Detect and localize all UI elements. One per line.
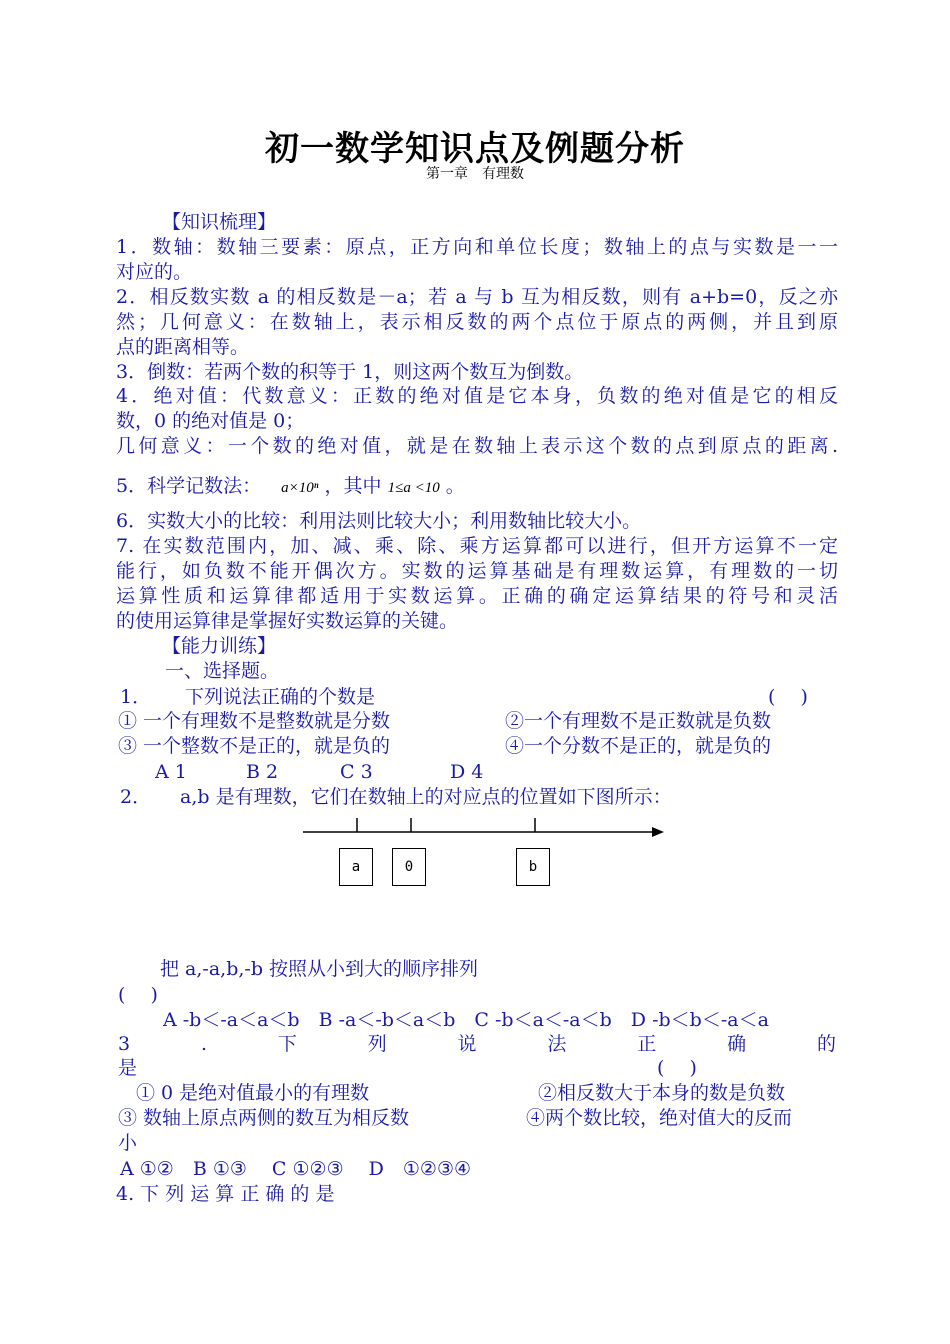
number-line <box>300 812 670 842</box>
q3-word: . <box>200 1033 207 1055</box>
q4-stem: 4. 下 列 运 算 正 确 的 是 <box>116 1183 335 1205</box>
q1-text: 下列说法正确的个数是 <box>185 686 376 708</box>
q3-option-3: ③ 数轴上原点两侧的数互为相反数 <box>118 1107 410 1129</box>
knowledge-heading: 【知识梳理】 <box>162 211 277 233</box>
knowledge-7-line-4: 的使用运算律是掌握好实数运算的关键。 <box>116 610 459 632</box>
knowledge-4-line-3: 几何意义：一个数的绝对值，就是在数轴上表示这个数的点到原点的距离. <box>116 435 838 457</box>
q1-option-4: ④一个分数不是正的，就是负的 <box>505 735 772 757</box>
knowledge-3: 3．倒数：若两个数的积等于 1，则这两个数互为倒数。 <box>116 361 584 383</box>
knowledge-2-line-3: 点的距离相等。 <box>116 336 250 358</box>
knowledge-5 <box>116 474 465 501</box>
q3-option-4: ④两个数比较，绝对值大的反而 <box>526 1107 793 1129</box>
sci-notation-range: 1≤a <10 <box>387 480 440 496</box>
q3-stem-line-2: 是 <box>118 1057 138 1079</box>
number-line-label-zero: 0 <box>392 848 426 886</box>
q1-answer-paren: ( ) <box>768 686 808 708</box>
q2-choices: A -b＜-a＜a＜b B -a＜-b＜a＜b C -b＜a＜-a＜b D -b＜b＜-a＜a <box>163 1009 769 1031</box>
knowledge-4-line-1: 4．绝对值：代数意义：正数的绝对值是它本身，负数的绝对值是它的相反 <box>116 385 838 407</box>
q2-sort-instruction: 把 a,-a,b,-b 按照从小到大的顺序排列 <box>160 958 479 980</box>
q3-word: 正 <box>637 1033 657 1055</box>
knowledge-1-line-1: 1．数轴：数轴三要素：原点，正方向和单位长度；数轴上的点与实数是一一 <box>116 236 838 258</box>
q1-option-1: ① 一个有理数不是整数就是分数 <box>118 710 391 732</box>
number-line-label-b: b <box>516 848 550 886</box>
q1-choice-b: B 2 <box>246 761 279 783</box>
q3-option-4-cont: 小 <box>118 1132 138 1154</box>
chapter-subtitle: 第一章 有理数 <box>426 166 524 182</box>
q3-word: 列 <box>367 1033 387 1055</box>
q1-option-2: ②一个有理数不是正数就是负数 <box>505 710 772 732</box>
ability-heading: 【能力训练】 <box>162 635 277 657</box>
q1-choice-d: D 4 <box>450 761 484 783</box>
q3-answer-paren: ( ) <box>657 1057 697 1079</box>
number-line-label-a: a <box>339 848 373 886</box>
knowledge-5-label: 5．科学记数法： <box>116 475 262 497</box>
q3-word: 法 <box>547 1033 567 1055</box>
knowledge-7-line-3: 运算性质和运算律都适用于实数运算。正确的确定运算结果的符号和灵活 <box>116 585 838 607</box>
q3-word: 的 <box>816 1033 836 1055</box>
q3-word: 下 <box>277 1033 297 1055</box>
q2-number: 2． <box>120 786 152 808</box>
section-choice-heading: 一、选择题。 <box>165 660 280 682</box>
sci-notation-formula: a×10ⁿ <box>281 480 319 496</box>
knowledge-7-line-1: 7. 在实数范围内，加、减、乘、除、乘方运算都可以进行，但开方运算不一定 <box>116 535 838 557</box>
knowledge-2-line-1: 2．相反数实数 a 的相反数是－a；若 a 与 b 互为相反数，则有 a+b=0，反之亦 <box>116 286 838 308</box>
q3-option-1: ① 0 是绝对值最小的有理数 <box>136 1082 370 1104</box>
q2-text: a,b 是有理数，它们在数轴上的对应点的位置如下图所示： <box>180 786 672 808</box>
knowledge-5-mid: ，其中 <box>324 475 382 497</box>
q3-choices: A ①② B ①③ C ①②③ D ①②③④ <box>120 1158 472 1180</box>
knowledge-5-end: 。 <box>445 475 465 497</box>
q3-stem-line-1 <box>118 1032 836 1057</box>
knowledge-6: 6．实数大小的比较：利用法则比较大小；利用数轴比较大小。 <box>116 510 642 532</box>
knowledge-2-line-2: 然；几何意义：在数轴上，表示相反数的两个点位于原点的两侧，并且到原 <box>116 311 838 333</box>
knowledge-4-line-2: 数，0 的绝对值是 0； <box>116 410 305 432</box>
knowledge-1-line-2: 对应的。 <box>116 261 193 283</box>
page-title: 初一数学知识点及例题分析 <box>265 129 685 169</box>
knowledge-7-line-2: 能行，如负数不能开偶次方。实数的运算基础是有理数运算，有理数的一切 <box>116 560 838 582</box>
q3-option-2: ②相反数大于本身的数是负数 <box>538 1082 786 1104</box>
q1-option-3: ③ 一个整数不是正的，就是负的 <box>118 735 391 757</box>
q1-choice-c: C 3 <box>340 761 373 783</box>
q1-number: 1． <box>120 686 152 708</box>
q3-word: 3 <box>118 1033 131 1055</box>
q2-answer-paren: ( ) <box>118 984 158 1006</box>
q1-choice-a: A 1 <box>155 761 187 783</box>
q3-word: 说 <box>457 1033 477 1055</box>
q3-word: 确 <box>727 1033 747 1055</box>
